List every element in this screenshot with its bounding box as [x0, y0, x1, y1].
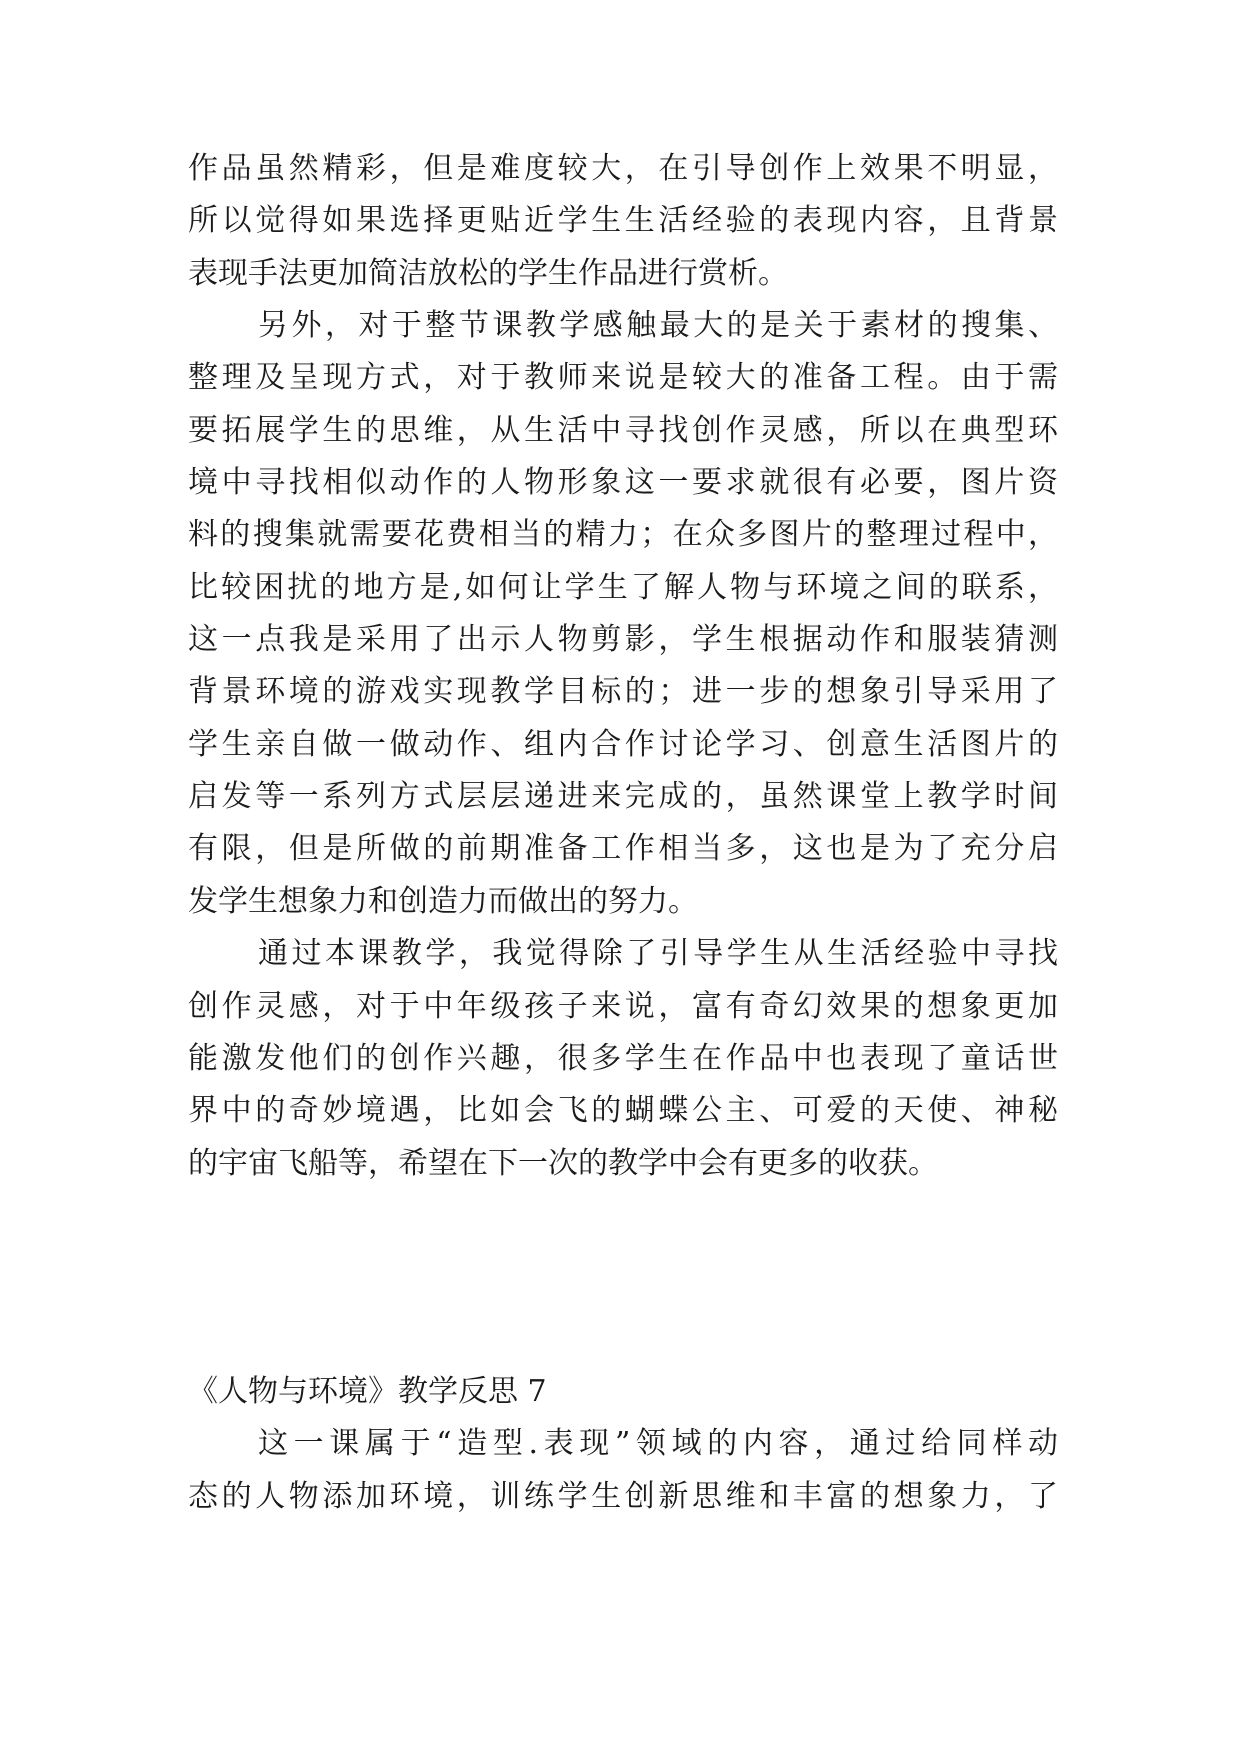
section-line-2: 态的人物添加环境，训练学生创新思维和丰富的想象力，了 [188, 1479, 1058, 1514]
paragraph-1-line-1: 作品虽然精彩，但是难度较大，在引导创作上效果不明显， [188, 151, 1058, 186]
paragraph-2-line-12: 发学生想象力和创造力而做出的努力。 [188, 884, 698, 919]
section-heading: 《人物与环境》教学反思 7 [188, 1374, 547, 1409]
paragraph-3-line-3: 能激发他们的创作兴趣，很多学生在作品中也表现了童话世 [188, 1041, 1058, 1076]
paragraph-3-line-1: 通过本课教学，我觉得除了引导学生从生活经验中寻找 [258, 936, 1058, 971]
paragraph-3-line-4: 界中的奇妙境遇，比如会飞的蝴蝶公主、可爱的天使、神秘 [188, 1093, 1058, 1128]
paragraph-2-line-7: 这一点我是采用了出示人物剪影，学生根据动作和服装猜测 [188, 622, 1058, 657]
paragraph-1-line-3: 表现手法更加简洁放松的学生作品进行赏析。 [188, 256, 788, 291]
section-line-1: 这一课属于“造型.表现”领域的内容，通过给同样动 [258, 1426, 1058, 1461]
paragraph-2-line-3: 要拓展学生的思维，从生活中寻找创作灵感，所以在典型环 [188, 413, 1058, 448]
paragraph-2-line-9: 学生亲自做一做动作、组内合作讨论学习、创意生活图片的 [188, 727, 1058, 762]
paragraph-2-line-1: 另外，对于整节课教学感触最大的是关于素材的搜集、 [258, 308, 1058, 343]
paragraph-1-line-2: 所以觉得如果选择更贴近学生生活经验的表现内容，且背景 [188, 203, 1058, 238]
paragraph-2-line-5: 料的搜集就需要花费相当的精力；在众多图片的整理过程中， [188, 517, 1058, 552]
paragraph-2-line-8: 背景环境的游戏实现教学目标的；进一步的想象引导采用了 [188, 674, 1058, 709]
paragraph-2-line-11: 有限，但是所做的前期准备工作相当多，这也是为了充分启 [188, 831, 1058, 866]
paragraph-3-line-2: 创作灵感，对于中年级孩子来说，富有奇幻效果的想象更加 [188, 989, 1058, 1024]
paragraph-2-line-2: 整理及呈现方式，对于教师来说是较大的准备工程。由于需 [188, 360, 1058, 395]
paragraph-2-line-6: 比较困扰的地方是,如何让学生了解人物与环境之间的联系， [188, 570, 1058, 605]
paragraph-2-line-10: 启发等一系列方式层层递进来完成的，虽然课堂上教学时间 [188, 779, 1058, 814]
paragraph-2-line-4: 境中寻找相似动作的人物形象这一要求就很有必要，图片资 [188, 465, 1058, 500]
paragraph-3-line-5: 的宇宙飞船等，希望在下一次的教学中会有更多的收获。 [188, 1146, 938, 1181]
